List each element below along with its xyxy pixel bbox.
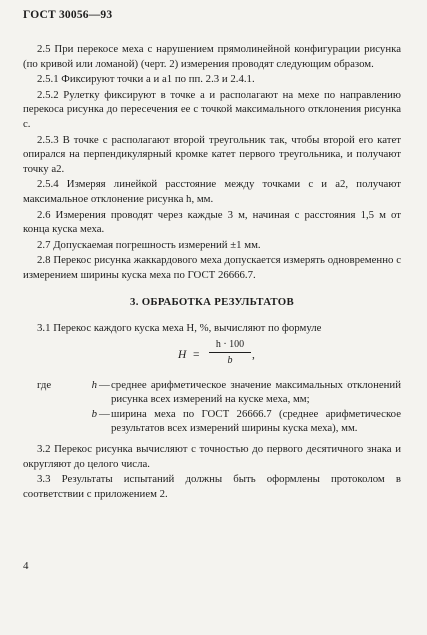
paragraph-2-5-1: 2.5.1 Фиксируют точки a и a1 по пп. 2.3 и 2.4.1. xyxy=(37,73,255,86)
paragraph-3-1: 3.1 Перекос каждого куска меха H, %, вычисляют по формуле xyxy=(37,322,322,335)
paragraph-2-5: 2.5 При перекосе меха с нарушением прямолинейной конфигурации рисунка (по кривой или ломаной) (черт. 2) измерения проводят следующим образом. xyxy=(23,43,401,70)
definition-dash: — xyxy=(99,378,110,391)
paragraph-2-5-2: 2.5.2 Рулетку фиксируют в точке a и располагают на мехе по направлению перекоса рисунка до пересечения ее с точкой максимального отклонения рисунка c. xyxy=(23,88,401,130)
formula-equals: = xyxy=(193,348,200,361)
document-body xyxy=(23,42,401,502)
formula-comma: , xyxy=(252,348,255,361)
definition-row xyxy=(23,378,401,407)
fraction-bar xyxy=(209,352,251,353)
paragraph-3-2: 3.2 Перекос рисунка вычисляют с точностью до первого десятичного знака и округляют до целого числа. xyxy=(23,443,401,470)
paragraph-3-3: 3.3 Результаты испытаний должны быть оформлены протоколом в соответствии с приложением 2. xyxy=(23,473,401,500)
paragraph-2-6: 2.6 Измерения проводят через каждые 3 м, начиная с расстояния 1,5 м от конца куска меха. xyxy=(23,208,401,236)
section-heading: 3. ОБРАБОТКА РЕЗУЛЬТАТОВ xyxy=(130,295,294,308)
where-label: где xyxy=(37,378,52,391)
formula-denominator: b xyxy=(227,354,233,366)
running-header: ГОСТ 30056—93 xyxy=(23,9,113,21)
paragraph-2-5-3: 2.5.3 В точке c располагают второй треугольник так, чтобы второй его катет опирался на перпендикулярный кромке катет первого треугольника, и получают точку a2. xyxy=(23,133,401,175)
definition-dash: — xyxy=(99,407,110,420)
formula-lhs: H xyxy=(178,348,187,361)
formula xyxy=(23,338,401,372)
definitions-list xyxy=(23,378,401,436)
definition-row xyxy=(23,407,401,436)
paragraph-2-8: 2.8 Перекос рисунка жаккардового меха допускается измерять одновременно с измерением ширины куска меха по ГОСТ 26666.7. xyxy=(23,254,401,281)
definition-text: ширина меха по ГОСТ 26666.7 (среднее арифметическое результатов всех измерений ширины куска меха), мм. xyxy=(111,407,401,435)
formula-fraction xyxy=(209,338,251,367)
page-number: 4 xyxy=(23,560,29,572)
definition-symbol: h xyxy=(91,378,97,391)
definition-symbol: b xyxy=(91,407,97,420)
definition-text: среднее арифметическое значение максимальных отклонений рисунка всех измерений на куске меха, мм; xyxy=(111,378,401,406)
paragraph-2-5-4: 2.5.4 Измеряя линейкой расстояние между точками c и a2, получают максимальное отклонение рисунка h, мм. xyxy=(23,178,401,205)
formula-numerator: h · 100 xyxy=(215,338,245,350)
paragraph-2-7: 2.7 Допускаемая погрешность измерений ±1 мм. xyxy=(37,238,261,251)
